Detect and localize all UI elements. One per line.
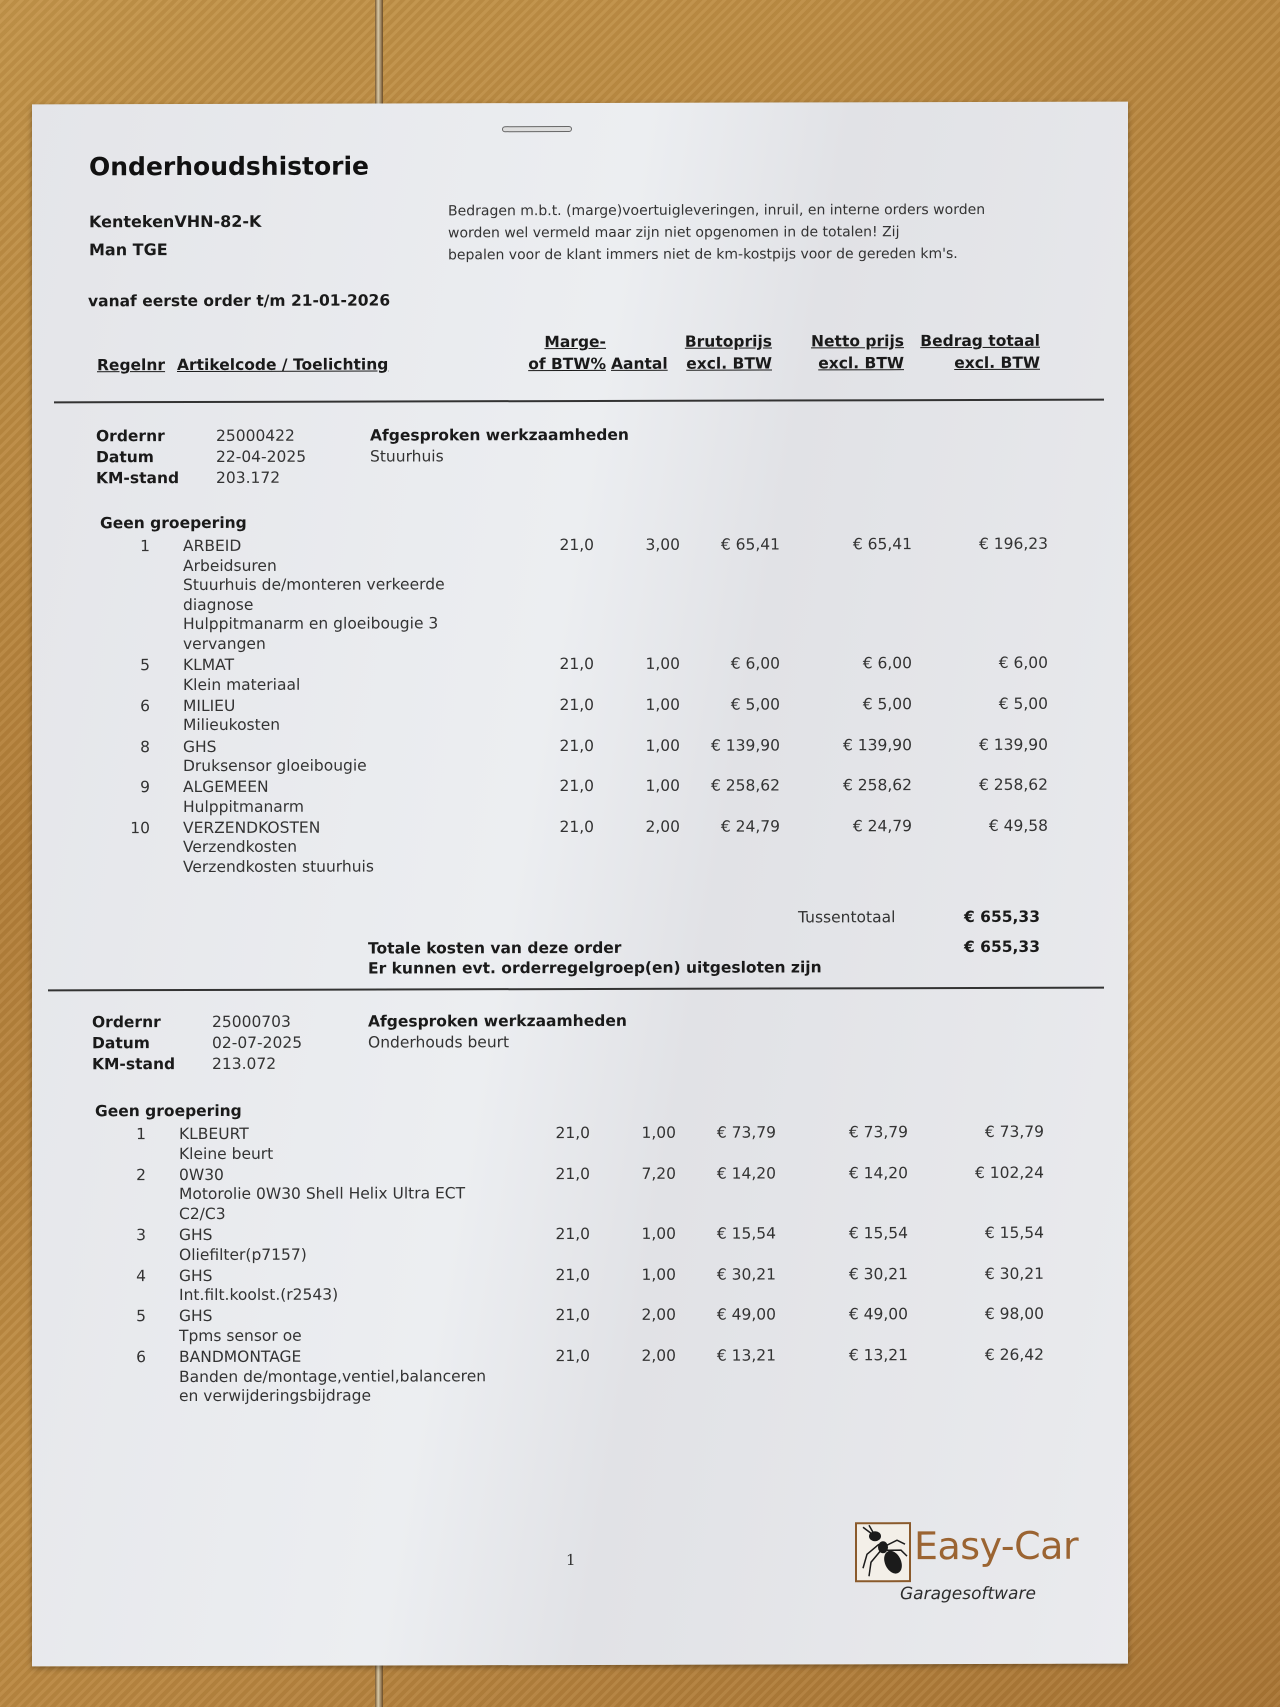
line-description: Motorolie 0W30 Shell Helix Ultra ECT: [179, 1184, 466, 1204]
line-description: Oliefilter(p7157): [179, 1245, 307, 1264]
ant-icon: [855, 1522, 911, 1582]
quantity: 2,00: [645, 817, 680, 836]
line-number: 5: [136, 1307, 146, 1326]
werkzaamheden-label: Afgesproken werkzaamheden: [370, 425, 629, 445]
gross-price: € 13,21: [716, 1346, 776, 1365]
brand-logo-text: Easy-Car: [914, 1523, 1079, 1569]
gross-price: € 15,54: [716, 1224, 776, 1243]
werkzaamheden: [370, 425, 629, 468]
btw-percent: 21,0: [555, 1123, 590, 1143]
col-btw: [522, 331, 606, 375]
gross-price: € 24,79: [720, 817, 780, 836]
quantity: 1,00: [645, 654, 680, 673]
line-number: 9: [140, 778, 150, 797]
net-price: € 15,54: [848, 1224, 908, 1243]
btw-percent: 21,0: [555, 1347, 590, 1366]
col-regelnr: Regelnr: [97, 356, 166, 375]
note-line: worden wel vermeld maar zijn niet opgenomen in de totalen! Zij: [448, 224, 900, 242]
order-meta-values: [212, 1012, 302, 1075]
order-meta-labels: [92, 1012, 175, 1075]
line-total: € 30,21: [984, 1264, 1044, 1283]
btw-percent: 21,0: [555, 1306, 590, 1325]
ant-logo-graphic: [857, 1524, 909, 1580]
order-meta-values: [216, 426, 306, 489]
btw-percent: 21,0: [559, 777, 594, 796]
kmstand-value: 213.072: [212, 1054, 277, 1073]
order-total-value: € 655,33: [964, 937, 1040, 956]
license-plate-label: Kenteken: [89, 212, 175, 232]
quantity: 1,00: [645, 695, 680, 714]
order-divider: [48, 987, 1104, 992]
kmstand-label: KM-stand: [92, 1055, 176, 1074]
line-total: € 73,79: [984, 1122, 1044, 1141]
line-number: 4: [136, 1266, 146, 1285]
datum-value: 02-07-2025: [212, 1033, 303, 1052]
btw-percent: 21,0: [559, 736, 594, 755]
btw-percent: 21,0: [555, 1164, 590, 1183]
article-code: KLMAT: [183, 655, 235, 675]
staple: [502, 126, 572, 132]
col-bruto-line1: Brutoprijs: [684, 332, 772, 351]
quantity: 1,00: [641, 1265, 676, 1284]
gross-price: € 258,62: [710, 776, 780, 795]
article-code: BANDMONTAGE: [179, 1347, 302, 1367]
ordernr-value: 25000703: [212, 1012, 291, 1031]
net-price: € 5,00: [862, 694, 912, 714]
col-btw-line1: Marge-: [544, 332, 606, 352]
quantity: 2,00: [641, 1346, 676, 1365]
line-number: 5: [140, 656, 150, 675]
gross-price: € 6,00: [730, 654, 780, 673]
article-code: ARBEID: [183, 536, 242, 556]
line-description: en verwijderingsbijdrage: [179, 1386, 371, 1406]
datum-label: Datum: [92, 1034, 150, 1053]
vehicle-model: Man TGE: [89, 240, 168, 260]
line-number: 10: [130, 819, 150, 838]
note-line: Bedragen m.b.t. (marge)voertuigleveringen, inruil, en interne orders worden: [448, 201, 986, 220]
article-code: MILIEU: [183, 696, 236, 715]
article-code: GHS: [183, 737, 217, 756]
article-code: GHS: [179, 1266, 213, 1285]
subtotal-label: Tussentotaal: [798, 908, 896, 927]
gross-price: € 73,79: [716, 1123, 776, 1142]
period: vanaf eerste order t/m 21-01-2026: [88, 291, 391, 311]
btw-percent: 21,0: [555, 1224, 590, 1244]
line-number: 6: [136, 1348, 146, 1367]
line-description: Hulppitmanarm en gloeibougie 3: [183, 614, 439, 634]
ordernr-label: Ordernr: [96, 427, 165, 446]
quantity: 1,00: [645, 736, 680, 755]
line-description: Klein materiaal: [183, 675, 301, 694]
gross-price: € 14,20: [716, 1164, 776, 1183]
note-line: bepalen voor de klant immers niet de km-kostpijs voor de gereden km's.: [448, 246, 958, 264]
gross-price: € 139,90: [710, 735, 780, 755]
net-price: € 24,79: [852, 817, 912, 836]
table-row: [32, 1122, 1128, 1163]
gross-price: € 5,00: [730, 695, 780, 714]
ordernr-label: Ordernr: [92, 1013, 161, 1032]
article-code: VERZENDKOSTEN: [183, 818, 321, 837]
col-totaal: [912, 330, 1040, 374]
brand-tagline: Garagesoftware: [900, 1583, 1036, 1605]
article-code: 0W30: [179, 1165, 224, 1184]
quantity: 7,20: [641, 1164, 676, 1183]
order-total-label: Totale kosten van deze order: [368, 938, 622, 958]
col-netto-line2: excl. BTW: [818, 354, 904, 373]
line-total: € 5,00: [998, 694, 1048, 713]
gross-price: € 65,41: [720, 535, 780, 554]
net-price: € 49,00: [848, 1305, 908, 1324]
quantity: 1,00: [645, 776, 680, 796]
col-artikel: Artikelcode / Toelichting: [177, 355, 389, 375]
line-description: Kleine beurt: [179, 1144, 274, 1163]
line-total: € 26,42: [984, 1345, 1044, 1365]
werkzaamheden-value: Stuurhuis: [370, 447, 444, 466]
line-description: diagnose: [183, 595, 254, 614]
line-description: Tpms sensor oe: [179, 1326, 302, 1346]
line-number: 3: [136, 1226, 146, 1245]
line-description: Stuurhuis de/monteren verkeerde: [183, 575, 445, 595]
line-description: Milieukosten: [183, 716, 281, 735]
line-number: 1: [140, 537, 150, 556]
order-meta-labels: [96, 426, 179, 489]
datum-value: 22-04-2025: [216, 447, 307, 466]
col-btw-line2: of BTW%: [528, 354, 606, 374]
line-total: € 139,90: [978, 735, 1048, 754]
datum-label: Datum: [96, 448, 154, 467]
article-code: GHS: [179, 1307, 213, 1326]
werkzaamheden-value: Onderhouds beurt: [368, 1033, 510, 1052]
line-description: vervangen: [183, 634, 266, 654]
line-number: 6: [140, 696, 150, 715]
line-description: Hulppitmanarm: [183, 797, 304, 816]
group-heading: Geen groepering: [95, 1101, 242, 1121]
btw-percent: 21,0: [559, 655, 594, 674]
disclaimer-note: [448, 199, 985, 266]
btw-percent: 21,0: [559, 535, 594, 555]
line-description: Arbeidsuren: [183, 556, 277, 575]
gross-price: € 49,00: [716, 1305, 776, 1325]
line-description: Verzendkosten: [183, 838, 298, 857]
col-totaal-line2: excl. BTW: [954, 353, 1040, 373]
line-description: Int.filt.koolst.(r2543): [179, 1285, 339, 1305]
table-row: [32, 534, 1128, 654]
werkzaamheden-label: Afgesproken werkzaamheden: [368, 1011, 627, 1031]
line-total: € 98,00: [984, 1305, 1044, 1324]
article-code: GHS: [179, 1225, 213, 1245]
license-plate-value: VHN-82-K: [174, 211, 262, 232]
license-plate: [89, 212, 261, 231]
col-bruto: [672, 330, 772, 374]
btw-percent: 21,0: [559, 817, 594, 836]
col-netto-line1: Netto prijs: [811, 332, 904, 351]
gross-price: € 30,21: [716, 1265, 776, 1284]
excluded-note: Er kunnen evt. orderregelgroep(en) uitgesloten zijn: [368, 958, 822, 978]
line-total: € 102,24: [974, 1163, 1044, 1182]
net-price: € 14,20: [848, 1163, 908, 1182]
page-number: 1: [566, 1551, 576, 1570]
col-aantal: Aantal: [611, 354, 668, 373]
net-price: € 13,21: [848, 1346, 908, 1365]
kmstand-value: 203.172: [216, 468, 281, 487]
article-code: ALGEMEEN: [183, 778, 269, 797]
col-totaal-line1: Bedrag totaal: [920, 331, 1040, 351]
subtotal-value: € 655,33: [964, 907, 1040, 926]
document-page: [32, 102, 1128, 1667]
net-price: € 65,41: [852, 535, 912, 554]
line-total: € 258,62: [978, 775, 1048, 795]
quantity: 3,00: [645, 535, 680, 554]
btw-percent: 21,0: [559, 695, 594, 714]
quantity: 1,00: [641, 1123, 676, 1142]
line-total: € 49,58: [988, 816, 1048, 835]
line-number: 1: [136, 1125, 146, 1144]
line-description: C2/C3: [179, 1204, 226, 1223]
werkzaamheden: [368, 1011, 627, 1054]
net-price: € 258,62: [842, 776, 912, 795]
article-code: KLBEURT: [179, 1124, 249, 1144]
net-price: € 139,90: [842, 735, 912, 754]
quantity: 1,00: [641, 1224, 676, 1243]
line-number: 8: [140, 737, 150, 756]
line-description: Verzendkosten stuurhuis: [183, 857, 374, 877]
line-total: € 6,00: [998, 653, 1048, 672]
net-price: € 73,79: [848, 1123, 908, 1142]
col-bruto-line2: excl. BTW: [686, 354, 772, 373]
page-title: Onderhoudshistorie: [89, 151, 370, 182]
ordernr-value: 25000422: [216, 426, 295, 445]
line-description: Druksensor gloeibougie: [183, 756, 367, 776]
btw-percent: 21,0: [555, 1265, 590, 1284]
col-netto: [794, 330, 904, 374]
kmstand-label: KM-stand: [96, 469, 180, 488]
line-number: 2: [136, 1165, 146, 1184]
net-price: € 6,00: [862, 654, 912, 673]
quantity: 2,00: [641, 1306, 676, 1325]
line-description: Banden de/montage,ventiel,balanceren: [179, 1366, 487, 1386]
header-divider: [54, 399, 1104, 404]
line-total: € 196,23: [978, 534, 1048, 553]
group-heading: Geen groepering: [100, 513, 247, 533]
net-price: € 30,21: [848, 1264, 908, 1283]
line-total: € 15,54: [984, 1223, 1044, 1242]
